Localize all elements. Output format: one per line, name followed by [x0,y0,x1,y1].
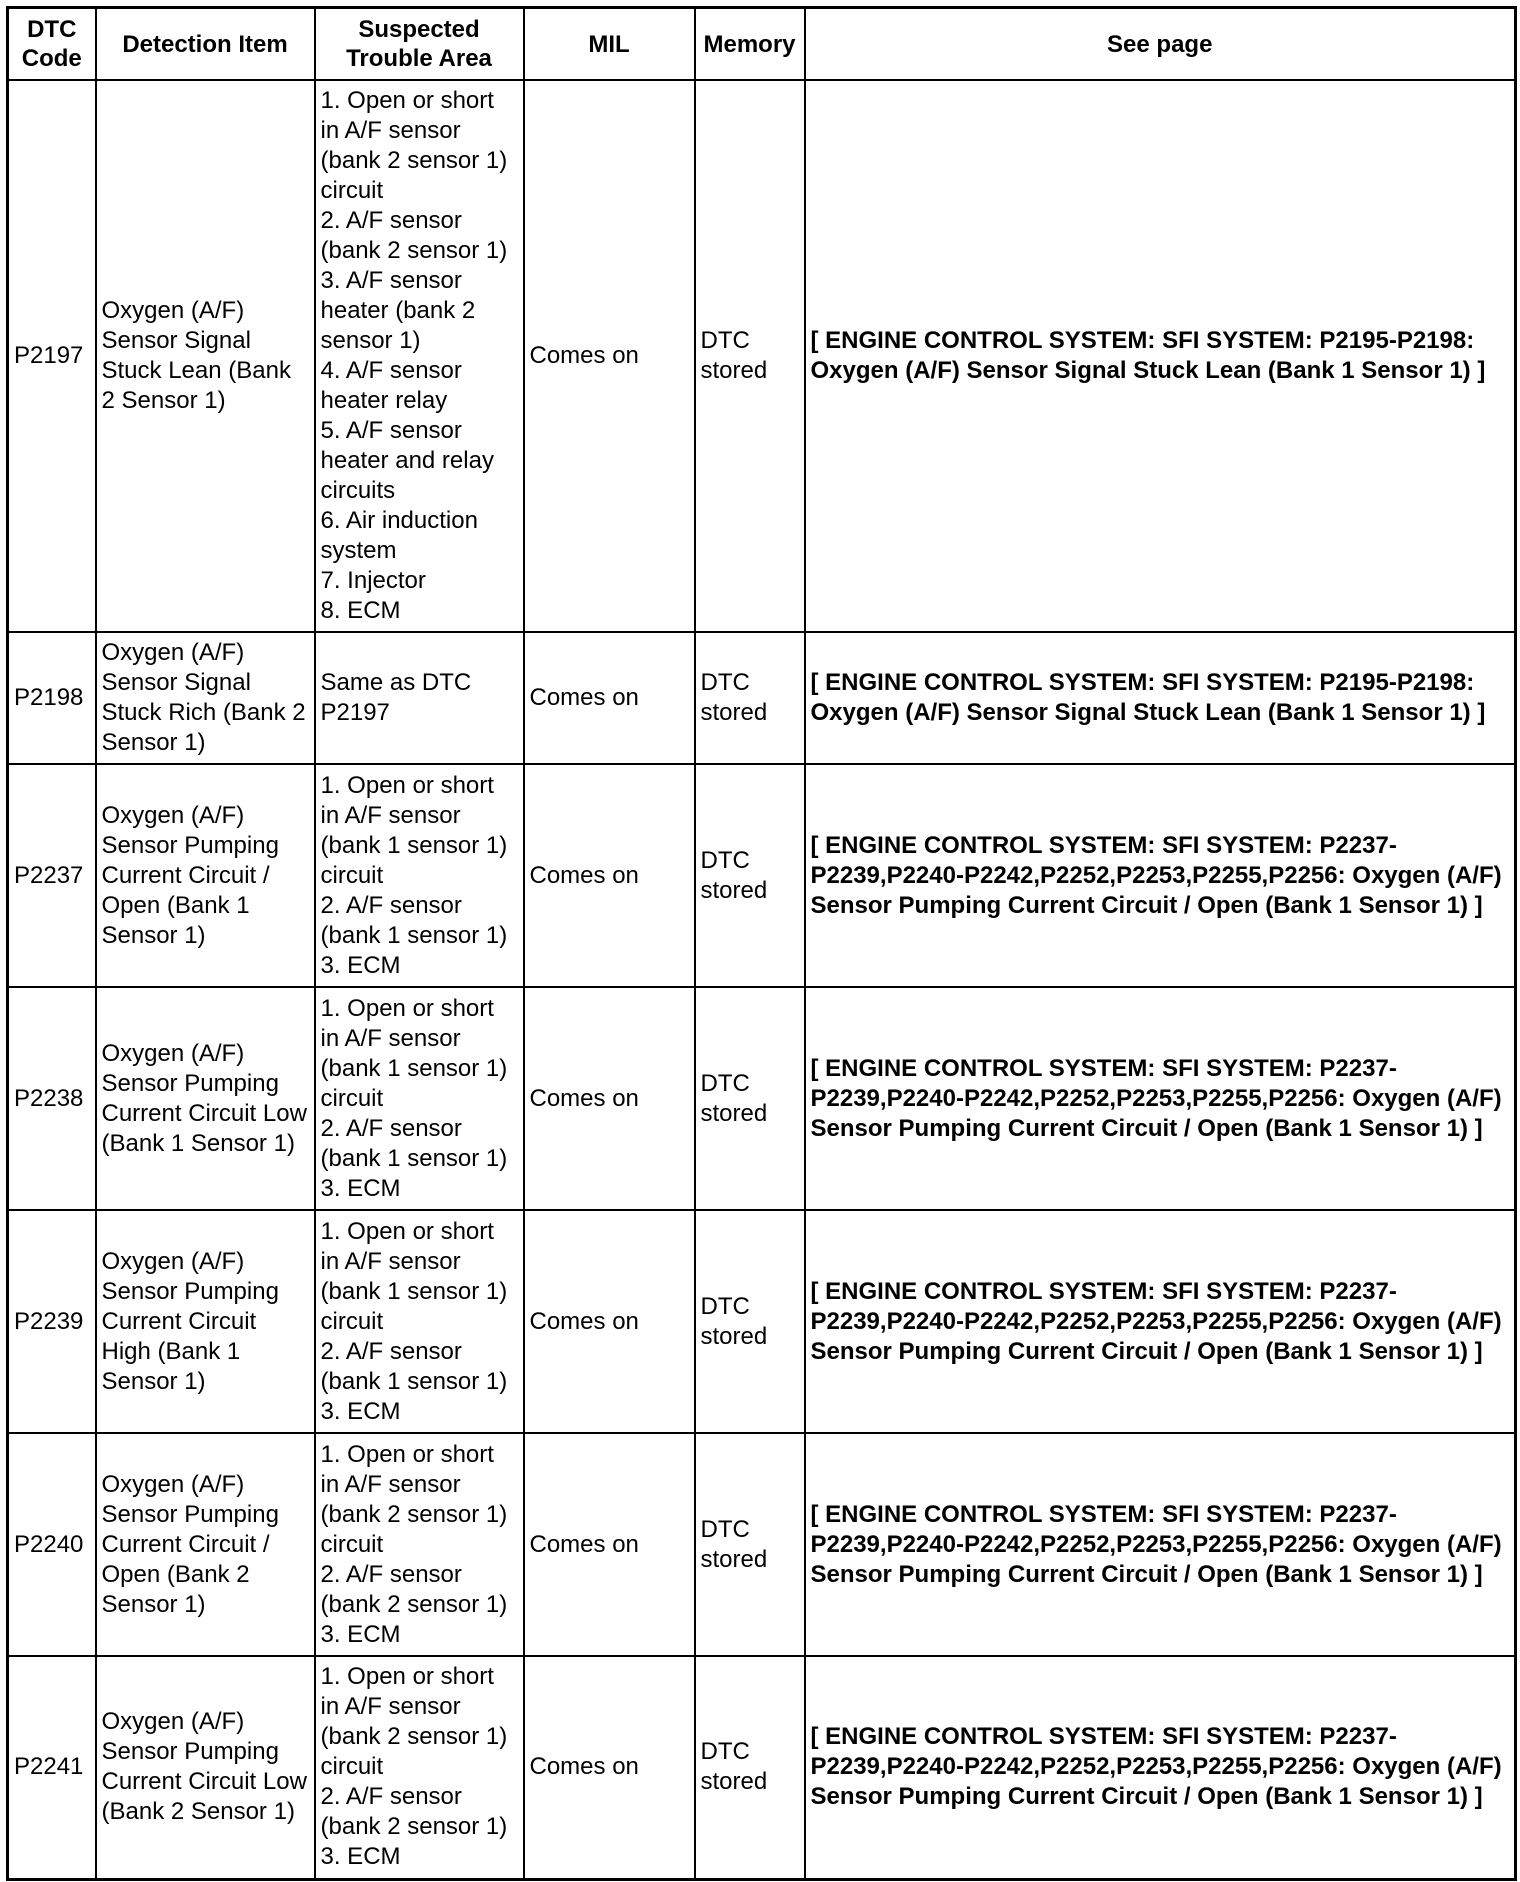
dtc-code-cell: P2198 [8,632,96,764]
table-row [8,764,1516,987]
mil-cell: Comes on [524,1210,695,1433]
detection-item-cell: Oxygen (A/F) Sensor Pumping Current Circuit / Open (Bank 2 Sensor 1) [96,1433,315,1656]
trouble-area-line: in A/F sensor [320,801,461,829]
dtc-code-cell: P2197 [8,80,96,632]
table-body [8,80,1516,1879]
see-page-link: [ ENGINE CONTROL SYSTEM: SFI SYSTEM: P2237-P2239,P2240-P2242,P2252,P2253,P2255,P2256: Oxygen (A/F) Sensor Pumping Current Circuit / Open (Bank 1 Sensor 1) ] [805,1433,1516,1656]
trouble-area-line: 2. A/F sensor [320,207,462,234]
trouble-area-line: circuit [320,1307,384,1335]
header-row [8,8,1516,81]
memory-cell: DTC stored [695,764,805,987]
trouble-area-line: 1. Open or short [320,87,494,114]
trouble-area-cell [315,987,524,1210]
trouble-area-line: (bank 2 sensor 1) [320,1723,508,1751]
trouble-area-line: 3. A/F sensor [320,267,462,294]
see-page-link: [ ENGINE CONTROL SYSTEM: SFI SYSTEM: P2237-P2239,P2240-P2242,P2252,P2253,P2255,P2256: Oxygen (A/F) Sensor Pumping Current Circuit / Open (Bank 1 Sensor 1) ] [805,764,1516,987]
trouble-area-line: sensor 1) [320,327,421,354]
trouble-area-line: circuits [320,477,396,504]
trouble-area-line: 3. ECM [320,1397,401,1425]
detection-item-cell: Oxygen (A/F) Sensor Pumping Current Circuit High (Bank 1 Sensor 1) [96,1210,315,1433]
dtc-code-cell: P2241 [8,1656,96,1879]
trouble-area-cell [315,1210,524,1433]
trouble-area-line: system [320,537,397,564]
dtc-code-cell: P2238 [8,987,96,1210]
trouble-area-line: (bank 1 sensor 1) [320,1144,508,1172]
trouble-area-line: 2. A/F sensor [320,1114,462,1142]
trouble-area-cell [315,764,524,987]
trouble-area-line: (bank 2 sensor 1) [320,1590,508,1618]
see-page-link: [ ENGINE CONTROL SYSTEM: SFI SYSTEM: P2237-P2239,P2240-P2242,P2252,P2253,P2255,P2256: Oxygen (A/F) Sensor Pumping Current Circuit / Open (Bank 1 Sensor 1) ] [805,987,1516,1210]
trouble-area-line: (bank 1 sensor 1) [320,831,508,859]
trouble-area-line: 2. A/F sensor [320,1783,462,1811]
table-row [8,1210,1516,1433]
header-detection-item: Detection Item [96,8,315,81]
trouble-area-line: (bank 1 sensor 1) [320,921,508,949]
trouble-area-line: in A/F sensor [320,1247,461,1275]
mil-cell: Comes on [524,632,695,764]
memory-cell: DTC stored [695,1210,805,1433]
trouble-area-line: 2. A/F sensor [320,891,462,919]
trouble-area-line: in A/F sensor [320,1693,461,1721]
detection-item-cell: Oxygen (A/F) Sensor Signal Stuck Rich (Bank 2 Sensor 1) [96,632,315,764]
trouble-area-line: 1. Open or short [320,1217,494,1245]
header-dtc-code: DTC Code [8,8,96,81]
see-page-link: [ ENGINE CONTROL SYSTEM: SFI SYSTEM: P2195-P2198: Oxygen (A/F) Sensor Signal Stuck Lean (Bank 1 Sensor 1) ] [805,80,1516,632]
trouble-area-line: (bank 1 sensor 1) [320,1277,508,1305]
detection-item-cell: Oxygen (A/F) Sensor Pumping Current Circuit Low (Bank 2 Sensor 1) [96,1656,315,1879]
trouble-area-line: circuit [320,1753,384,1781]
trouble-area-line: P2197 [320,699,390,726]
trouble-area-line: 5. A/F sensor [320,417,462,444]
table-row [8,1433,1516,1656]
trouble-area-line: 4. A/F sensor [320,357,462,384]
detection-item-cell: Oxygen (A/F) Sensor Pumping Current Circuit Low (Bank 1 Sensor 1) [96,987,315,1210]
memory-cell: DTC stored [695,1433,805,1656]
mil-cell: Comes on [524,987,695,1210]
memory-cell: DTC stored [695,632,805,764]
trouble-area-cell [315,632,524,764]
mil-cell: Comes on [524,80,695,632]
trouble-area-line: 3. ECM [320,1843,401,1871]
mil-cell: Comes on [524,764,695,987]
trouble-area-cell [315,80,524,632]
trouble-area-line: circuit [320,1084,384,1112]
trouble-area-line: in A/F sensor [320,117,461,144]
trouble-area-line: (bank 2 sensor 1) [320,1500,508,1528]
trouble-area-line: circuit [320,861,384,889]
header-memory: Memory [695,8,805,81]
see-page-link: [ ENGINE CONTROL SYSTEM: SFI SYSTEM: P2237-P2239,P2240-P2242,P2252,P2253,P2255,P2256: Oxygen (A/F) Sensor Pumping Current Circuit / Open (Bank 1 Sensor 1) ] [805,1210,1516,1433]
trouble-area-line: circuit [320,177,384,204]
mil-cell: Comes on [524,1433,695,1656]
trouble-area-line: Same as DTC [320,669,472,696]
memory-cell: DTC stored [695,80,805,632]
trouble-area-line: 6. Air induction [320,507,478,534]
trouble-area-line: 1. Open or short [320,771,494,799]
trouble-area-line: in A/F sensor [320,1024,461,1052]
dtc-table [6,6,1517,1881]
trouble-area-line: 1. Open or short [320,994,494,1022]
table-row [8,80,1516,632]
trouble-area-line: (bank 2 sensor 1) [320,237,508,264]
trouble-area-line: 3. ECM [320,1620,401,1648]
trouble-area-line: 8. ECM [320,597,401,624]
table-row [8,1656,1516,1879]
see-page-link: [ ENGINE CONTROL SYSTEM: SFI SYSTEM: P2195-P2198: Oxygen (A/F) Sensor Signal Stuck Lean (Bank 1 Sensor 1) ] [805,632,1516,764]
trouble-area-line: 2. A/F sensor [320,1337,462,1365]
see-page-link: [ ENGINE CONTROL SYSTEM: SFI SYSTEM: P2237-P2239,P2240-P2242,P2252,P2253,P2255,P2256: Oxygen (A/F) Sensor Pumping Current Circuit / Open (Bank 1 Sensor 1) ] [805,1656,1516,1879]
trouble-area-line: heater (bank 2 [320,297,476,324]
dtc-code-cell: P2240 [8,1433,96,1656]
trouble-area-line: heater relay [320,387,448,414]
trouble-area-cell [315,1656,524,1879]
trouble-area-line: 1. Open or short [320,1663,494,1691]
trouble-area-line: in A/F sensor [320,1470,461,1498]
trouble-area-line: 2. A/F sensor [320,1560,462,1588]
header-see-page: See page [805,8,1516,81]
mil-cell: Comes on [524,1656,695,1879]
trouble-area-cell [315,1433,524,1656]
memory-cell: DTC stored [695,987,805,1210]
trouble-area-line: circuit [320,1530,384,1558]
trouble-area-line: heater and relay [320,447,494,474]
trouble-area-line: (bank 2 sensor 1) [320,1813,508,1841]
memory-cell: DTC stored [695,1656,805,1879]
trouble-area-line: 3. ECM [320,951,401,979]
header-suspected-trouble-area: Suspected Trouble Area [315,8,524,81]
trouble-area-line: (bank 1 sensor 1) [320,1054,508,1082]
trouble-area-line: (bank 1 sensor 1) [320,1367,508,1395]
trouble-area-line: 7. Injector [320,567,426,594]
detection-item-cell: Oxygen (A/F) Sensor Signal Stuck Lean (Bank 2 Sensor 1) [96,80,315,632]
table-row [8,632,1516,764]
table-row [8,987,1516,1210]
trouble-area-line: 1. Open or short [320,1440,494,1468]
detection-item-cell: Oxygen (A/F) Sensor Pumping Current Circuit / Open (Bank 1 Sensor 1) [96,764,315,987]
dtc-code-cell: P2239 [8,1210,96,1433]
trouble-area-line: 3. ECM [320,1174,401,1202]
dtc-code-cell: P2237 [8,764,96,987]
trouble-area-line: (bank 2 sensor 1) [320,147,508,174]
header-mil: MIL [524,8,695,81]
